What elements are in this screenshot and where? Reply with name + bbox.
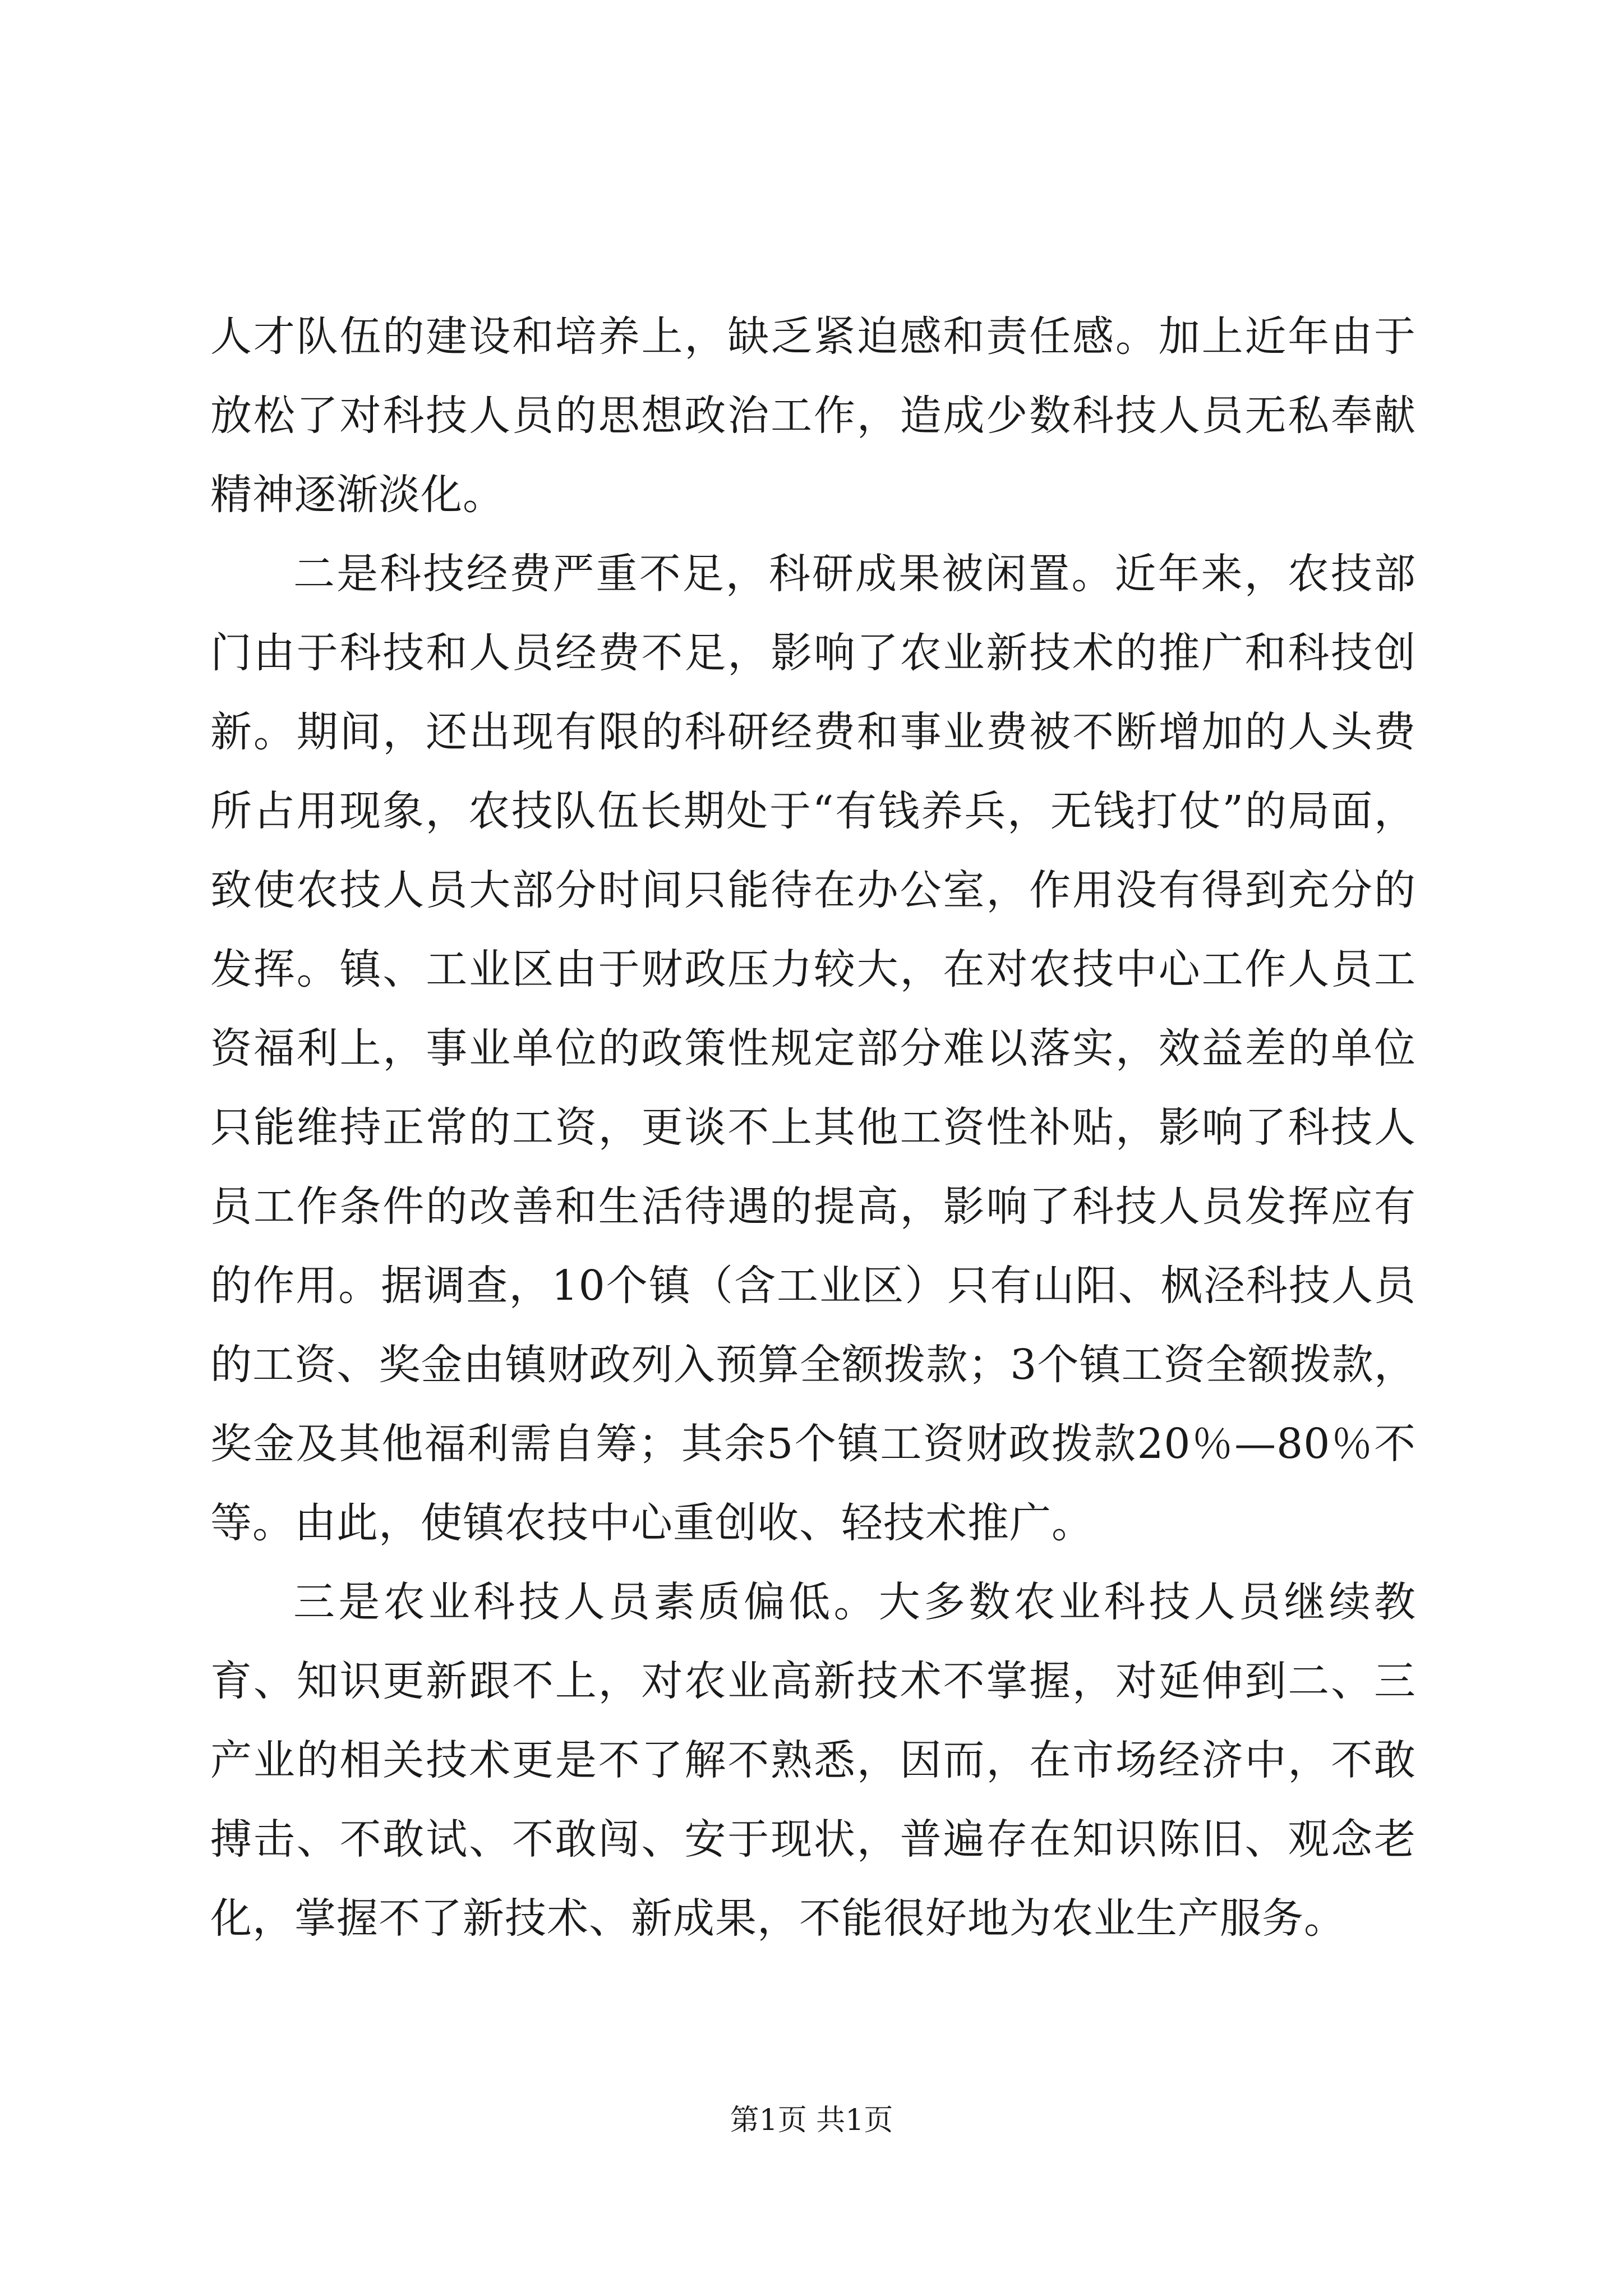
- page-footer: 第1页 共1页: [730, 2104, 893, 2137]
- paragraph-funding: 二是科技经费严重不足，科研成果被闲置。近年来，农技部门由于科技和人员经费不足，影响了农业新技术的推广和科技创新。期间，还出现有限的科研经费和事业费被不断增加的人头费所占用现象，农技队伍长期处于“有钱养兵，无钱打仗”的局面，致使农技人员大部分时间只能待在办公室，作用没有得到充分的发挥。镇、工业区由于财政压力较大，在对农技中心工作人员工资福利上，事业单位的政策性规定部分难以落实，效益差的单位只能维持正常的工资，更谈不上其他工资性补贴，影响了科技人员工作条件的改善和生活待遇的提高，影响了科技人员发挥应有的作用。据调查，10个镇（含工业区）只有山阳、枫泾科技人员的工资、奖金由镇财政列入预算全额拨款；3个镇工资全额拨款，奖金及其他福利需自筹；其余5个镇工资财政拨款20％—80％不等。由此，使镇农技中心重创收、轻技术推广。: [210, 550, 1416, 1547]
- paragraph-quality: 三是农业科技人员素质偏低。大多数农业科技人员继续教育、知识更新跟不上，对农业高新技术不掌握，对延伸到二、三产业的相关技术更是不了解不熟悉，因而，在市场经济中，不敢搏击、不敢试、不敢闯、安于现状，普遍存在知识陈旧、观念老化，掌握不了新技术、新成果，不能很好地为农业生产服务。: [210, 1578, 1416, 1943]
- document-body: [210, 297, 1416, 1958]
- paragraph-continuation: 人才队伍的建设和培养上，缺乏紧迫感和责任感。加上近年由于放松了对科技人员的思想政治工作，造成少数科技人员无私奉献精神逐渐淡化。: [210, 312, 1416, 519]
